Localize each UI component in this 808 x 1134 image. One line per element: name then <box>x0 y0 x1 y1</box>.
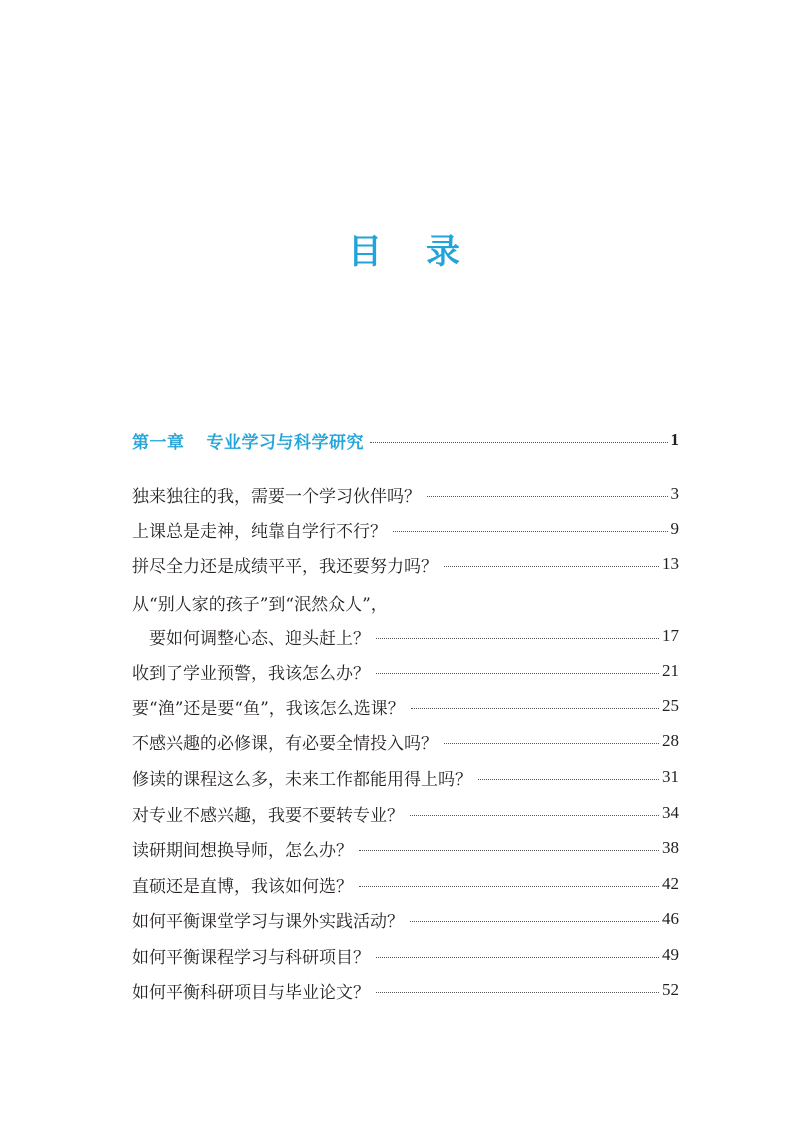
chapter-title: 专业学习与科学研究 <box>206 432 364 453</box>
toc-entry-page: 9 <box>670 519 679 538</box>
chapter-label <box>132 428 364 453</box>
dot-leader <box>444 566 659 567</box>
toc-entry-first-line[interactable] <box>132 586 679 618</box>
toc-entry-title: 修读的课程这么多，未来工作都能用得上吗？ <box>132 769 472 790</box>
dot-leader <box>444 743 659 744</box>
toc-entry[interactable] <box>132 548 679 580</box>
toc-entry[interactable] <box>132 655 679 687</box>
toc-entry-title: 直硕还是直博，我该如何选？ <box>132 876 353 897</box>
toc-entry[interactable] <box>132 725 679 757</box>
dot-leader <box>411 708 659 709</box>
toc-entry-title: 要如何调整心态、迎头赶上？ <box>149 628 370 649</box>
toc-entry-page: 42 <box>662 874 679 893</box>
toc-entry-page: 13 <box>662 554 679 573</box>
toc-entry[interactable] <box>132 939 679 971</box>
dot-leader <box>427 496 668 497</box>
chapter-page-number: 1 <box>670 430 679 449</box>
dot-leader <box>376 957 659 958</box>
dot-leader <box>478 779 659 780</box>
toc-entry-title: 读研期间想换导师，怎么办？ <box>132 840 353 861</box>
toc-entry-title: 收到了学业预警，我该怎么办？ <box>132 663 370 684</box>
toc-entry[interactable] <box>132 832 679 864</box>
toc-entry[interactable] <box>132 690 679 722</box>
toc-entry-page: 31 <box>662 767 679 786</box>
dot-leader <box>370 442 668 443</box>
toc-entry-title: 如何平衡课堂学习与课外实践活动？ <box>132 911 404 932</box>
toc-entry-page: 21 <box>662 661 679 680</box>
toc-entry-page: 34 <box>662 803 679 822</box>
toc-entry-page: 46 <box>662 909 679 928</box>
page-title: 目录 <box>348 232 504 272</box>
toc-entry[interactable] <box>132 761 679 793</box>
toc-entry-title: 如何平衡科研项目与毕业论文？ <box>132 982 370 1003</box>
toc-entry-title: 如何平衡课程学习与科研项目？ <box>132 947 370 968</box>
toc-entry[interactable] <box>132 974 679 1006</box>
toc-entry[interactable] <box>132 513 679 545</box>
toc-entry-title: 对专业不感兴趣，我要不要转专业？ <box>132 805 404 826</box>
toc-entry[interactable] <box>132 868 679 900</box>
toc-entry-title: 拼尽全力还是成绩平平，我还要努力吗？ <box>132 556 438 577</box>
dot-leader <box>376 673 659 674</box>
dot-leader <box>410 921 659 922</box>
toc-entry-page: 38 <box>662 838 679 857</box>
toc-entry-page: 28 <box>662 731 679 750</box>
dot-leader <box>359 850 659 851</box>
toc-entry-page: 3 <box>670 484 679 503</box>
dot-leader <box>376 992 659 993</box>
toc-entry-title: 要“渔”还是要“鱼”，我该怎么选课？ <box>132 698 405 719</box>
chapter-heading[interactable] <box>132 424 679 456</box>
toc-entry[interactable] <box>132 620 679 652</box>
chapter-number: 第一章 <box>132 432 185 453</box>
toc-entry-page: 17 <box>662 626 679 645</box>
dot-leader <box>410 815 659 816</box>
toc-entry-title: 上课总是走神，纯靠自学行不行？ <box>132 521 387 542</box>
toc-entry-page: 25 <box>662 696 679 715</box>
toc-entry-title: 从“别人家的孩子”到“泯然众人”， <box>132 594 388 615</box>
toc-entry-title: 不感兴趣的必修课，有必要全情投入吗？ <box>132 733 438 754</box>
dot-leader <box>393 531 668 532</box>
dot-leader <box>359 886 659 887</box>
toc-entry-title: 独来独往的我，需要一个学习伙伴吗？ <box>132 486 421 507</box>
toc-entry-page: 49 <box>662 945 679 964</box>
dot-leader <box>376 638 659 639</box>
toc-entry-page: 52 <box>662 980 679 999</box>
toc-entry[interactable] <box>132 797 679 829</box>
toc-entry[interactable] <box>132 478 679 510</box>
toc-entry[interactable] <box>132 903 679 935</box>
